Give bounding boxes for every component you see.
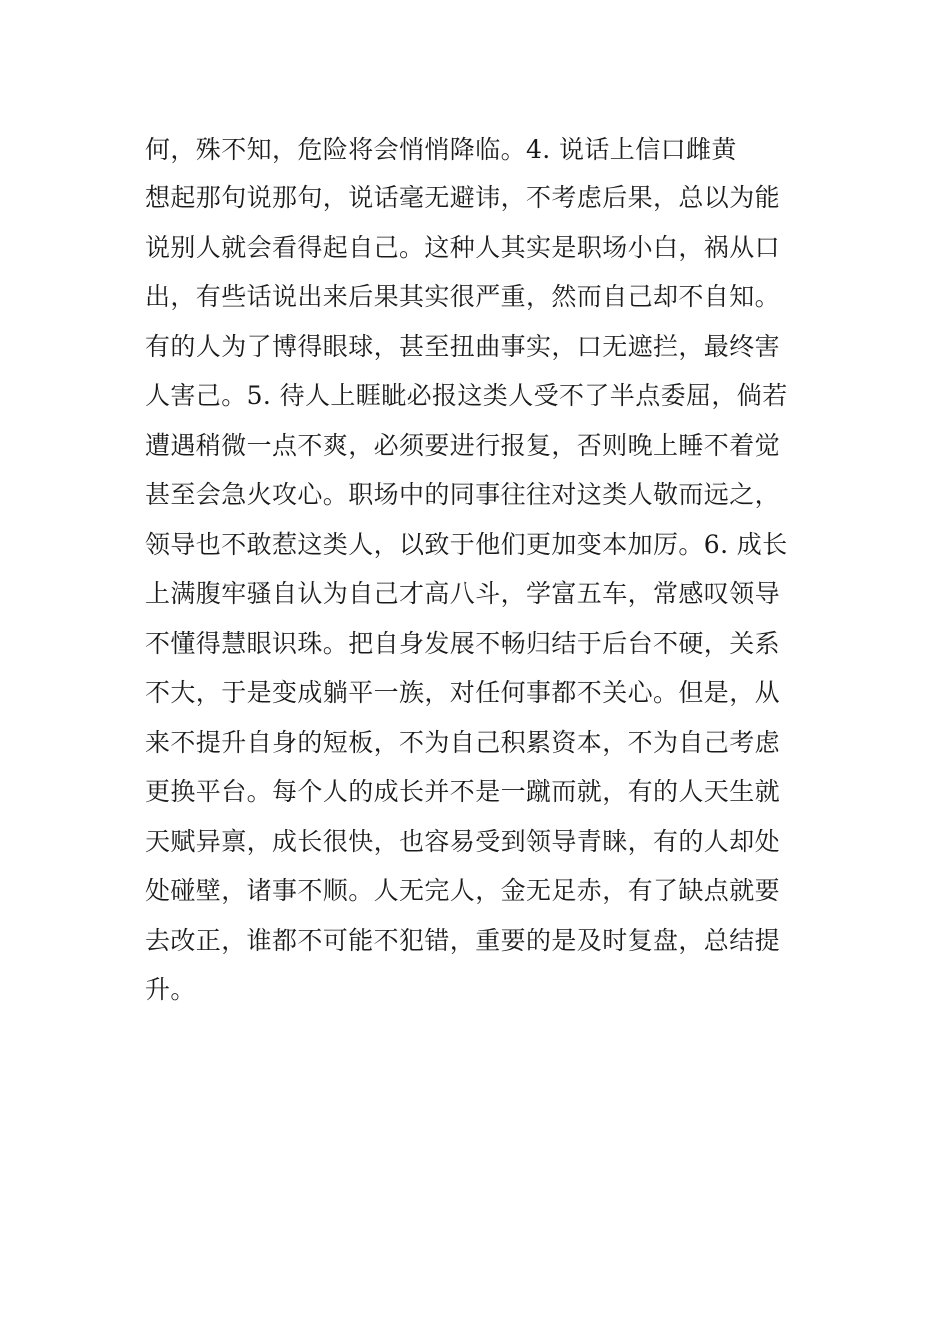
text-line: 有的人为了博得眼球，甚至扭曲事实，口无遮拦，最终害 [145, 331, 781, 361]
text-line: 出，有些话说出来后果其实很严重，然而自己却不自知。 [145, 282, 781, 311]
text-line: 领导也不敢惹这类人，以致于他们更加变本加厉。6. 成长 [145, 529, 788, 559]
text-line: 何，殊不知，危险将会悄悄降临。4. 说话上信口雌黄 [145, 135, 737, 164]
text-line: 不大，于是变成躺平一族，对任何事都不关心。但是，从 [145, 678, 781, 707]
text-line: 升。 [145, 975, 196, 1004]
text-line: 上满腹牢骚自认为自己才高八斗，学富五车，常感叹领导 [145, 579, 781, 608]
text-line: 去改正，谁都不可能不犯错，重要的是及时复盘，总结提 [145, 925, 781, 955]
text-line: 人害己。5. 待人上睚眦必报这类人受不了半点委屈，倘若 [145, 381, 788, 410]
body-text [145, 127, 810, 1015]
text-line: 不懂得慧眼识珠。把自身发展不畅归结于后台不硬，关系 [145, 628, 781, 658]
text-line: 来不提升自身的短板，不为自己积累资本，不为自己考虑 [145, 727, 781, 757]
text-line: 天赋异禀，成长很快，也容易受到领导青睐，有的人却处 [145, 826, 781, 856]
text-line: 想起那句说那句，说话毫无避讳，不考虑后果，总以为能 [145, 183, 781, 212]
text-line: 说别人就会看得起自己。这种人其实是职场小白，祸从口 [145, 232, 781, 262]
text-line: 处碰壁，诸事不顺。人无完人，金无足赤，有了缺点就要 [145, 876, 781, 905]
text-line: 更换平台。每个人的成长并不是一蹴而就，有的人天生就 [145, 777, 781, 806]
text-line: 甚至会急火攻心。职场中的同事往往对这类人敬而远之， [145, 480, 781, 509]
text-line: 遭遇稍微一点不爽，必须要进行报复，否则晚上睡不着觉 [145, 430, 781, 460]
